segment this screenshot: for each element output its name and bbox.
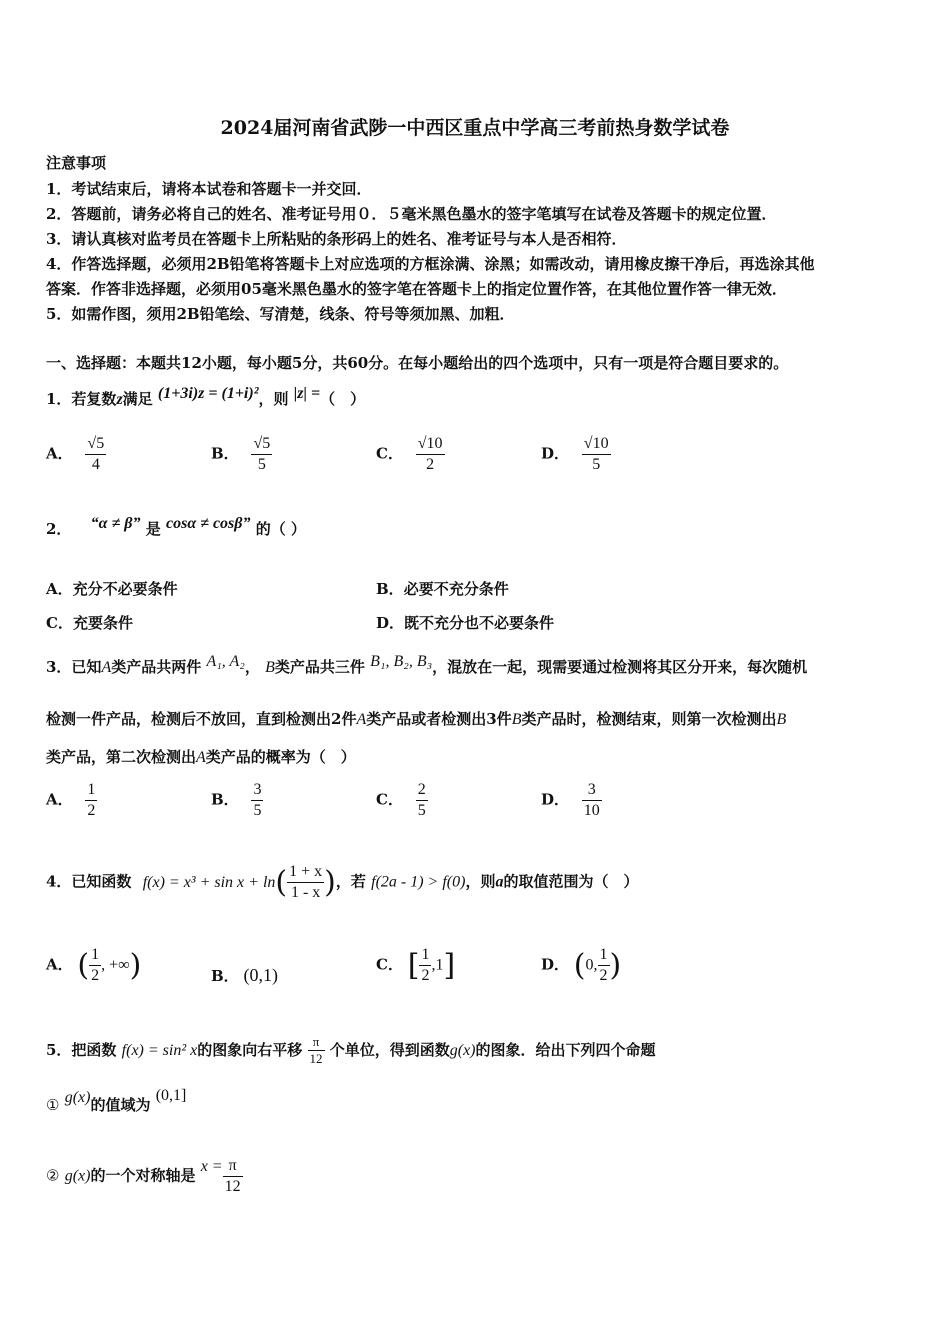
- q2-option-a[interactable]: A．充分不必要条件: [46, 580, 178, 598]
- question-3-line-3: 类产品，第二次检测出A类产品的概率为（ ）: [46, 748, 356, 766]
- question-3-line-1: 3．已知A类产品共两件 A₁, A₂， B类产品共三件 B₁, B₂, B₃，混放在一起，现需要通过检测将其区分开来，每次随机: [46, 653, 808, 676]
- q1-option-a[interactable]: A． $\frac{√5}{4}$: [46, 435, 105, 473]
- question-5: 5．把函数 f(x) = sin² x的图象向右平移 $\frac{\pi}{12}$ 个单位，得到函数g(x)的图象．给出下列四个命题: [46, 1034, 656, 1067]
- q3-option-d[interactable]: D． $\frac{3}{10}$: [541, 781, 600, 819]
- q4-option-a[interactable]: A． ( $\frac{1}{2}$ , +∞): [46, 946, 142, 984]
- notice-item: 2．答题前，请务必将自己的姓名、准考证号用０．５毫米黑色墨水的签字笔填写在试卷及答题卡的规定位置．: [46, 205, 777, 223]
- q3-option-a[interactable]: A． $\frac{1}{2}$: [46, 781, 96, 819]
- q4-option-c[interactable]: C． [ $\frac{1}{2}$ ,1]: [376, 946, 456, 984]
- q2-option-b[interactable]: B．必要不充分条件: [376, 580, 509, 598]
- notice-item: 4．作答选择题，必须用2B铅笔将答题卡上对应选项的方框涂满、涂黑；如需改动，请用橡皮擦干净后，再选涂其他: [46, 255, 815, 273]
- q4-option-d[interactable]: D． (0, $\frac{1}{2}$ ): [541, 946, 622, 984]
- notice-item: 5．如需作图，须用2B铅笔绘、写清楚，线条、符号等须加黑、加粗．: [46, 305, 515, 323]
- q2-option-c[interactable]: C．充要条件: [46, 614, 133, 632]
- q3-option-c[interactable]: C． $\frac{2}{5}$: [376, 781, 426, 819]
- section-heading: 一、选择题：本题共12小题，每小题5分，共60分。在每小题给出的四个选项中，只有一项是符合题目要求的。: [46, 354, 789, 372]
- proposition-1: ① g(x)的值域为 (0,1]: [46, 1087, 187, 1114]
- q3-option-b[interactable]: B． $\frac{3}{5}$: [211, 781, 262, 819]
- q2-option-d[interactable]: D．既不充分也不必要条件: [376, 614, 555, 632]
- question-4: 4．已知函数 f(x) = x³ + sin x + ln( $\frac{1 + x}{1 - x}$ )，若 f(2a - 1) > f(0)，则a的取值范围为（ ）: [46, 863, 639, 901]
- proposition-2: ② g(x)的一个对称轴是 x = $\frac{\pi}{12}$: [46, 1157, 241, 1195]
- q1-option-d[interactable]: D． $\frac{√10}{5}$: [541, 435, 609, 473]
- question-1: 1．若复数z满足 (1+3i)z = (1+i)²，则 |z| =（ ）: [46, 385, 366, 408]
- question-3-line-2: 检测一件产品，检测后不放回，直到检测出2件A类产品或者检测出3件B类产品时，检测结束，则第一次检测出B: [46, 710, 787, 728]
- page-title: 2024届河南省武陟一中西区重点中学高三考前热身数学试卷: [220, 117, 730, 139]
- notice-item: 1．考试结束后，请将本试卷和答题卡一并交回．: [46, 180, 372, 198]
- q1-option-b[interactable]: B． $\frac{√5}{5}$: [211, 435, 271, 473]
- question-2: 2． “α ≠ β” 是 cosα ≠ cosβ” 的（ ）: [46, 515, 306, 538]
- q1-option-c[interactable]: C． $\frac{√10}{2}$: [376, 435, 443, 473]
- notice-item: 3．请认真核对监考员在答题卡上所粘贴的条形码上的姓名、准考证号与本人是否相符．: [46, 230, 627, 248]
- q4-option-b[interactable]: B． (0,1): [211, 965, 278, 985]
- notice-item: 答案．作答非选择题，必须用05毫米黑色墨水的签字笔在答题卡上的指定位置作答，在其他位置作答一律无效．: [46, 280, 787, 298]
- notice-heading: 注意事项: [46, 154, 107, 172]
